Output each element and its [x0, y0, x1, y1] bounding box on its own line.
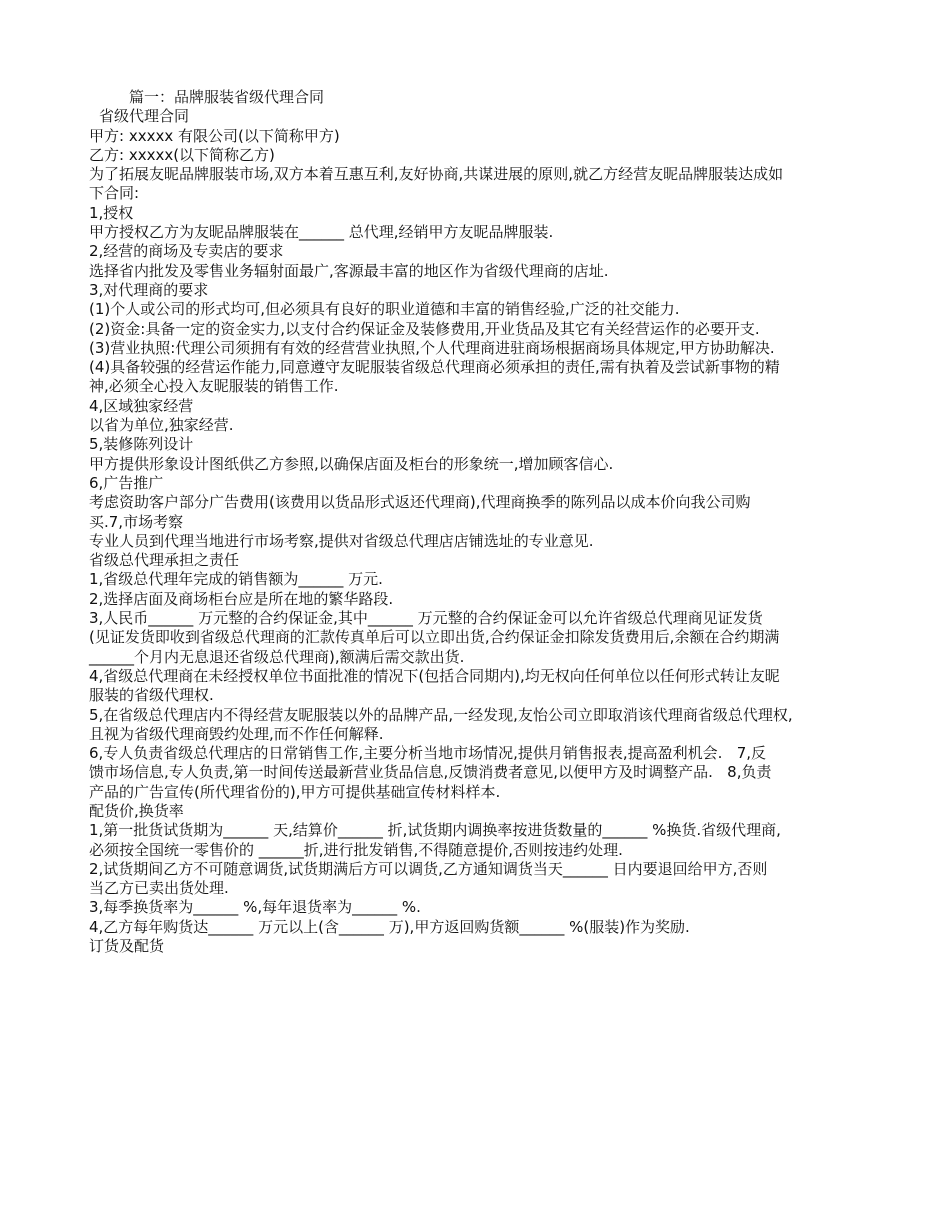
document-line: 3,每季换货率为______ %,每年退货率为______ %.	[89, 898, 421, 917]
document-subtitle: 省级代理合同	[99, 107, 190, 126]
document-line: 5,装修陈列设计	[89, 435, 194, 454]
document-line: 甲方提供形象设计图纸供乙方参照,以确保店面及柜台的形象统一,增加顾客信心.	[89, 454, 614, 473]
document-line: 1,授权	[89, 203, 134, 222]
document-line: 专业人员到代理当地进行市场考察,提供对省级总代理店店铺选址的专业意见.	[89, 531, 594, 550]
document-line: 配货价,换货率	[89, 801, 184, 820]
document-line: 买.7,市场考察	[89, 512, 184, 531]
document-line: 下合同:	[89, 184, 140, 203]
document-line: (3)营业执照:代理公司须拥有有效的经营营业执照,个人代理商进驻商场根据商场具体规定,甲方协助解决.	[89, 338, 775, 357]
document-line: 3,对代理商的要求	[89, 280, 209, 299]
document-line: 订货及配货	[89, 937, 165, 956]
document-line: 选择省内批发及零售业务辐射面最广,客源最丰富的地区作为省级代理商的店址.	[89, 261, 609, 280]
document-line: 2,选择店面及商场柜台应是所在地的繁华路段.	[89, 589, 394, 608]
document-line: 1,第一批货试货期为______ 天,结算价______ 折,试货期内调换率按进货数量的______ %换货.省级代理商,	[89, 821, 781, 840]
document-line: 服装的省级代理权.	[89, 686, 214, 705]
document-line: 当乙方已卖出货处理.	[89, 879, 229, 898]
document-line: (1)个人或公司的形式均可,但必须具有良好的职业道德和丰富的销售经验,广泛的社交能力.	[89, 300, 680, 319]
document-line: 必须按全国统一零售价的 ______折,进行批发销售,不得随意提价,否则按违约处理.	[89, 840, 623, 859]
document-line: 4,乙方每年购货达______ 万元以上(含______ 万),甲方返回购货额______ %(服装)作为奖励.	[89, 917, 690, 936]
document-line: 神,必须全心投入友昵服装的销售工作.	[89, 377, 339, 396]
document-line: 且视为省级代理商毁约处理,而不作任何解释.	[89, 724, 384, 743]
document-line: 4,区域独家经营	[89, 396, 194, 415]
document-line: 考虑资助客户部分广告费用(该费用以货品形式返还代理商),代理商换季的陈列品以成本价向我公司购	[89, 493, 751, 512]
document-line: 5,在省级总代理店内不得经营友昵服装以外的品牌产品,一经发现,友怡公司立即取消该代理商省级总代理权,	[89, 705, 793, 724]
document-line: 省级总代理承担之责任	[89, 551, 240, 570]
document-line: 6,专人负责省级总代理店的日常销售工作,主要分析当地市场情况,提供月销售报表,提高盈利机会. 7,反	[89, 744, 767, 763]
document-line: 为了拓展友昵品牌服装市场,双方本着互惠互利,友好协商,共谋进展的原则,就乙方经营友昵品牌服装达成如	[89, 165, 784, 184]
document-line: 以省为单位,独家经营.	[89, 416, 234, 435]
document-line: 6,广告推广	[89, 473, 164, 492]
document-line: 产品的广告宣传(所代理省份的),甲方可提供基础宣传材料样本.	[89, 782, 501, 801]
document-line: 2,经营的商场及专卖店的要求	[89, 242, 284, 261]
document-title: 篇一：品牌服装省级代理合同	[129, 88, 325, 106]
document-line: 1,省级总代理年完成的销售额为______ 万元.	[89, 570, 383, 589]
document-line: 4,省级总代理商在未经授权单位书面批准的情况下(包括合同期内),均无权向任何单位以任何形式转让友昵	[89, 666, 780, 685]
document-body	[89, 127, 890, 957]
document-line: ______个月内无息退还省级总代理商),额满后需交款出货.	[89, 647, 465, 666]
document-line: (见证发货即收到省级总代理商的汇款传真单后可以立即出货,合约保证金扣除发货费用后,余额在合约期满	[89, 628, 780, 647]
document-line: 甲方授权乙方为友昵品牌服装在______ 总代理,经销甲方友昵品牌服装.	[89, 223, 554, 242]
document-line: 乙方: xxxxx(以下简称乙方)	[89, 145, 275, 164]
document-line: 甲方: xxxxx 有限公司(以下简称甲方)	[89, 126, 340, 145]
document-line: 馈市场信息,专人负责,第一时间传送最新营业货品信息,反馈消费者意见,以便甲方及时调整产品. 8,负责	[89, 763, 772, 782]
document-line: (4)具备较强的经营运作能力,同意遵守友昵服装省级总代理商必须承担的责任,需有执着及尝试新事物的精	[89, 358, 780, 377]
document-line: 3,人民币______ 万元整的合约保证金,其中______ 万元整的合约保证金可以允许省级总代理商见证发货	[89, 609, 763, 628]
document-line: (2)资金:具备一定的资金实力,以支付合约保证金及装修费用,开业货品及其它有关经营运作的必要开支.	[89, 319, 760, 338]
document-line: 2,试货期间乙方不可随意调货,试货期满后方可以调货,乙方通知调货当天______ 日内要退回给甲方,否则	[89, 859, 768, 878]
